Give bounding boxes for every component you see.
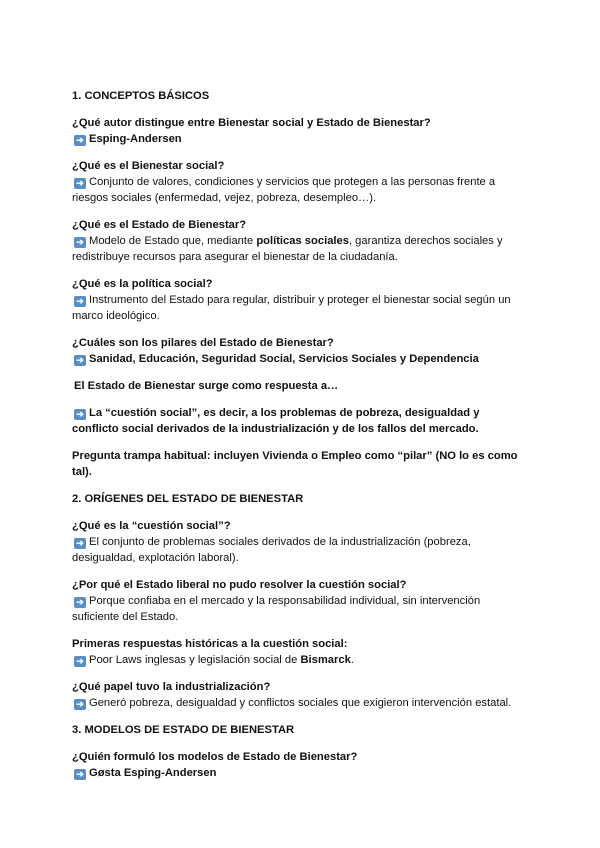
qa-block	[72, 217, 518, 265]
trap-note: Pregunta trampa habitual: incluyen Vivienda o Empleo como “pilar” (NO lo es como tal).	[72, 450, 518, 478]
answer-text: Esping-Andersen	[89, 133, 182, 145]
answer-text: El conjunto de problemas sociales derivados de la industrialización (pobreza, desigualdad, explotación laboral).	[72, 536, 471, 564]
answer	[72, 174, 518, 206]
arrow-right-icon	[74, 597, 86, 608]
answer-text: Modelo de Estado que, mediante	[89, 235, 257, 247]
arrow-right-icon	[74, 656, 86, 667]
answer-text: Porque confiaba en el mercado y la responsabilidad individual, sin intervención suficiente del Estado.	[72, 595, 481, 623]
qa-block	[72, 518, 518, 566]
question: Primeras respuestas históricas a la cuestión social:	[72, 638, 348, 650]
arrow-right-icon	[74, 409, 86, 420]
arrow-right-icon	[74, 355, 86, 366]
answer-emphasis: Bismarck	[300, 654, 351, 666]
qa-block	[72, 679, 518, 711]
statement: El Estado de Bienestar surge como respuesta a…	[74, 380, 339, 392]
answer	[72, 652, 518, 668]
answer-text: Poor Laws inglesas y legislación social de	[89, 654, 301, 666]
answer-text: Instrumento del Estado para regular, distribuir y proteger el bienestar social según un marco ideológico.	[72, 294, 511, 322]
answer-text: Gøsta Esping-Andersen	[89, 767, 217, 779]
qa-block	[72, 115, 518, 147]
question: ¿Qué es la “cuestión social”?	[72, 520, 231, 532]
question: ¿Qué papel tuvo la industrialización?	[72, 681, 271, 693]
answer-emphasis: políticas sociales	[256, 235, 349, 247]
section-heading-conceptos-basicos: 1. CONCEPTOS BÁSICOS	[72, 90, 210, 102]
answer	[72, 593, 518, 625]
arrow-right-icon	[74, 699, 86, 710]
statement-answer	[72, 405, 518, 437]
question: ¿Por qué el Estado liberal no pudo resolver la cuestión social?	[72, 579, 407, 591]
question: ¿Cuáles son los pilares del Estado de Bienestar?	[72, 337, 334, 349]
arrow-right-icon	[74, 178, 86, 189]
answer-text: .	[350, 654, 354, 666]
answer-text: Conjunto de valores, condiciones y servicios que protegen a las personas frente a riesgos sociales (enfermedad, vejez, pobreza, desempleo…).	[72, 176, 496, 204]
answer	[72, 131, 518, 147]
question: ¿Qué es la política social?	[72, 278, 213, 290]
qa-block	[72, 749, 518, 781]
arrow-right-icon	[74, 538, 86, 549]
question: ¿Qué autor distingue entre Bienestar social y Estado de Bienestar?	[72, 117, 431, 129]
arrow-right-icon	[74, 237, 86, 248]
qa-block	[72, 636, 518, 668]
answer	[72, 695, 518, 711]
answer-text: , garantiza derechos sociales y redistribuye recursos para asegurar el bienestar de la ciudadanía.	[72, 235, 503, 263]
answer-text: Sanidad, Educación, Seguridad Social, Servicios Sociales y Dependencia	[89, 353, 479, 365]
answer-text: Generó pobreza, desigualdad y conflictos sociales que exigieron intervención estatal.	[89, 697, 512, 709]
qa-block	[72, 577, 518, 625]
arrow-right-icon	[74, 135, 86, 146]
qa-block	[72, 276, 518, 324]
qa-block	[72, 335, 518, 367]
answer	[72, 405, 518, 437]
section-heading-modelos: 3. MODELOS DE ESTADO DE BIENESTAR	[72, 724, 295, 736]
answer	[72, 765, 518, 781]
qa-block	[72, 158, 518, 206]
section-heading-origenes: 2. ORÍGENES DEL ESTADO DE BIENESTAR	[72, 493, 304, 505]
answer	[72, 534, 518, 566]
arrow-right-icon	[74, 769, 86, 780]
answer-text: La “cuestión social”, es decir, a los problemas de pobreza, desigualdad y conflicto social derivados de la industrialización y de los fallos del mercado.	[72, 407, 480, 435]
answer	[72, 351, 518, 367]
question: ¿Qué es el Estado de Bienestar?	[72, 219, 247, 231]
question: ¿Qué es el Bienestar social?	[72, 160, 225, 172]
question: ¿Quién formuló los modelos de Estado de Bienestar?	[72, 751, 358, 763]
answer	[72, 233, 518, 265]
answer	[72, 292, 518, 324]
arrow-right-icon	[74, 296, 86, 307]
